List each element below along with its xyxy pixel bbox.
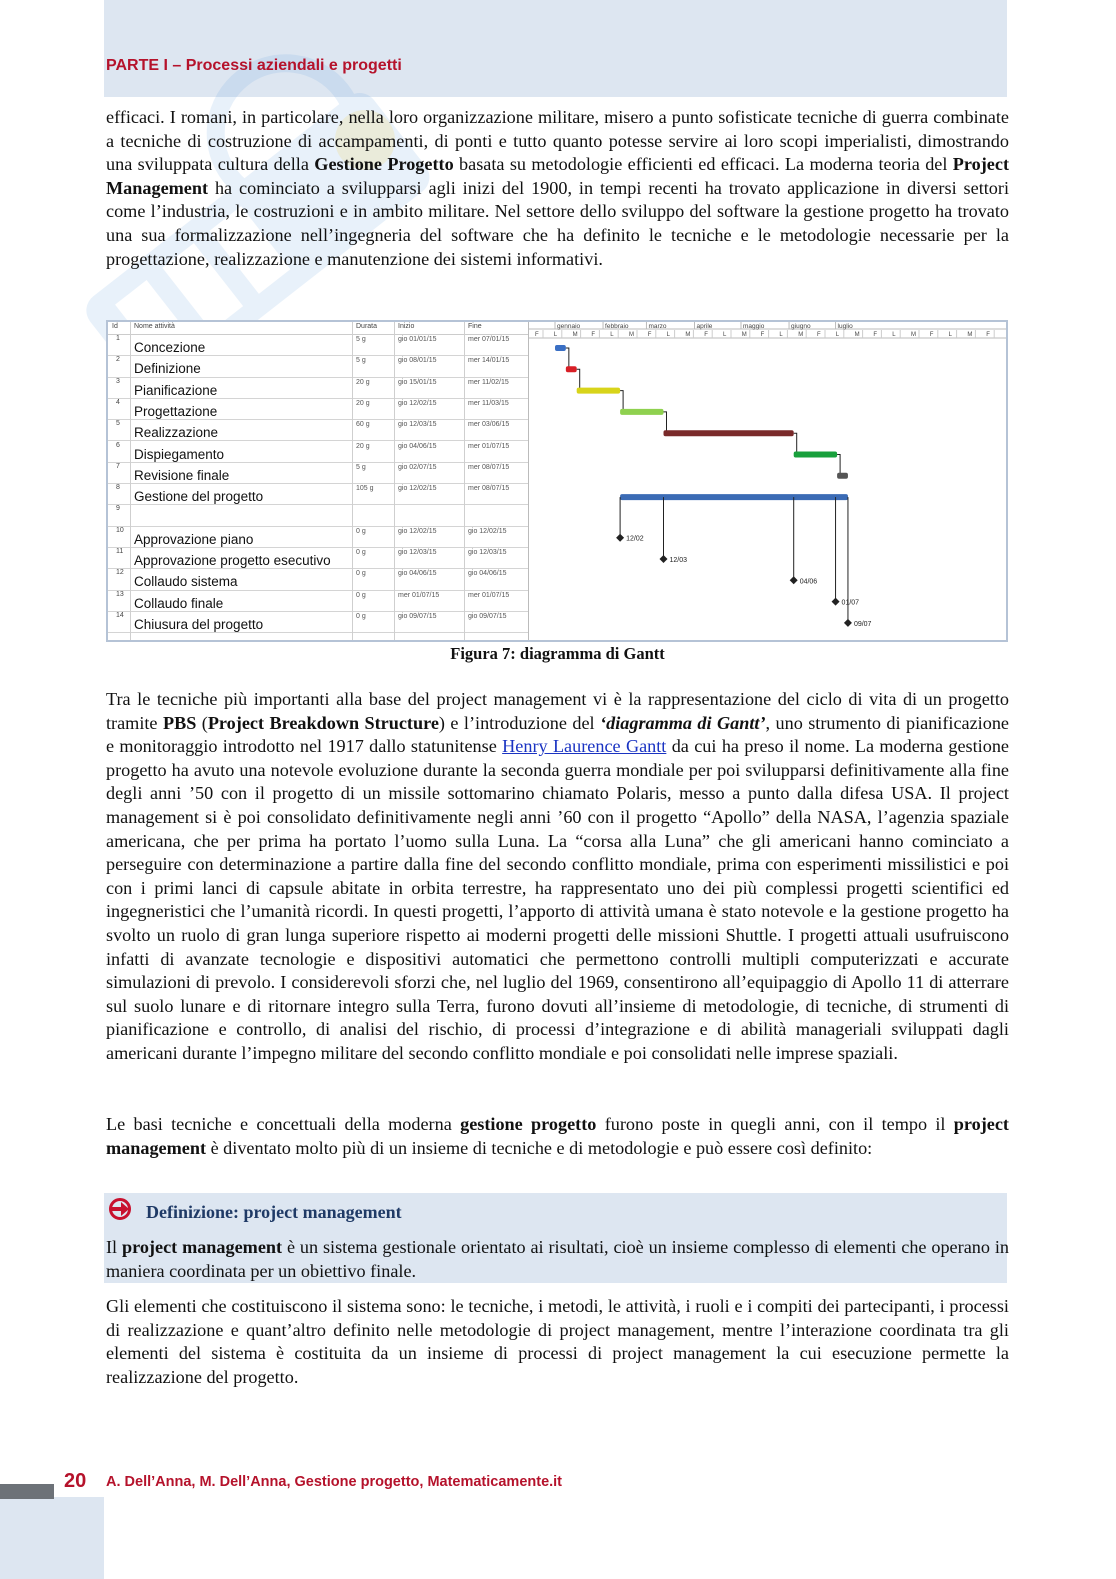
day-letter: M xyxy=(967,332,973,338)
task-start: mer 01/07/15 xyxy=(398,591,440,599)
day-letter: F xyxy=(704,332,708,338)
task-start: gio 02/07/15 xyxy=(398,463,437,471)
table-row xyxy=(108,462,528,484)
task-id: 4 xyxy=(116,398,120,406)
dependency-arrow xyxy=(620,391,623,410)
task-id: 8 xyxy=(116,484,120,492)
task-duration: 0 g xyxy=(356,549,366,556)
task-end: gio 12/02/15 xyxy=(468,527,507,535)
month-label: aprile xyxy=(696,323,713,330)
task-start: gio 08/01/15 xyxy=(398,357,437,365)
task-duration: 0 g xyxy=(356,527,366,535)
milestone-label: 01/07 xyxy=(841,599,860,607)
table-row xyxy=(108,441,528,463)
task-id: 5 xyxy=(116,420,120,428)
day-letter: F xyxy=(873,332,878,338)
gantt-figure xyxy=(106,320,1008,642)
dependency-arrow xyxy=(664,412,667,431)
table-row xyxy=(108,590,528,612)
dependency-arrow xyxy=(837,455,840,474)
task-id: 1 xyxy=(116,335,120,342)
task-name: Dispiegamento xyxy=(134,446,225,462)
task-duration: 20 g xyxy=(356,399,370,407)
day-letter: L xyxy=(892,332,896,338)
figure-caption: Figura 7: diagramma di Gantt xyxy=(450,644,665,663)
task-duration: 20 g xyxy=(356,442,370,450)
milestone-diamond xyxy=(832,598,840,606)
task-duration: 0 g xyxy=(356,612,366,620)
col-header-name: Nome attività xyxy=(134,323,175,330)
task-id: 2 xyxy=(116,356,120,364)
milestone-diamond xyxy=(616,534,624,542)
task-duration: 20 g xyxy=(356,378,370,386)
footer-text: A. Dell’Anna, M. Dell’Anna, Gestione progetto, Matematicamente.it xyxy=(106,1474,563,1490)
day-letter: F xyxy=(647,332,652,338)
definition-text: Il project management è un sistema gestionale orientato ai risultati, cioè un insieme complesso di elementi che operano in maniera coordinata per un obiettivo finale. xyxy=(106,1237,1009,1281)
gantt-bar-gestione xyxy=(620,494,848,500)
task-name: Progettazione xyxy=(134,403,218,419)
task-id: 6 xyxy=(116,441,120,449)
page-number: 20 xyxy=(64,1470,87,1492)
col-header-end: Fine xyxy=(468,323,482,330)
gantt-bar-concezione xyxy=(555,345,566,351)
task-start: gio 15/01/15 xyxy=(398,378,437,386)
table-row xyxy=(108,483,528,505)
task-id: 13 xyxy=(116,590,124,598)
task-start: gio 12/03/15 xyxy=(398,549,437,556)
day-letter: M xyxy=(572,332,578,338)
gantt-bar-revisione xyxy=(837,473,848,479)
gantt-wiki-link[interactable]: Henry Laurence Gantt xyxy=(502,736,667,757)
footer-bar xyxy=(0,1484,54,1499)
task-end: mer 14/01/15 xyxy=(468,357,510,365)
task-end: gio 12/03/15 xyxy=(468,549,507,556)
task-name: Realizzazione xyxy=(134,425,219,441)
day-letter: L xyxy=(553,332,558,338)
day-letter: F xyxy=(591,332,596,338)
task-start: gio 12/02/15 xyxy=(398,527,437,535)
task-name: Approvazione piano xyxy=(134,531,254,547)
milestone-diamond xyxy=(790,576,798,584)
task-name: Definizione xyxy=(134,361,201,377)
task-end: mer 08/07/15 xyxy=(468,485,510,493)
gantt-bar-dispiegamento xyxy=(794,452,837,458)
task-end: mer 07/01/15 xyxy=(468,336,510,343)
milestone-diamond xyxy=(844,619,852,627)
month-label: giugno xyxy=(791,323,811,330)
gantt-chart xyxy=(529,322,1007,640)
paragraph-history: Tra le tecniche più importanti alla base del project management vi è la rappresentazione del ciclo di vita di un progetto tramite PBS (Project Breakdown Structure) e l’introduzione del ‘diagramma di Gantt’, uno strumento di pianificazione e monitoraggio introdotto nel 1917 dallo statunitense Henry Laurence Gantt da cui ha preso il nome. La moderna gestione progetto ha avuto una notevole evoluzione durante la seconda guerra mondiale per poi svilupparsi definitivamente alla fine degli anni ’50 con il progetto di un missile sottomarino chiamato Polaris, messo a punto dalla difesa USA. Il project management si è poi consolidato definitivamente negli anni ’60 con il progetto “Apollo” della NASA, l’agenzia spaziale americana, che per prima ha portato l’uomo sulla Luna. La “corsa alla Luna” che gli americani hanno cominciato a perseguire con determinazione a partire dalla fine del secondo conflitto mondiale, prima con esperimenti missilistici e poi con i primi lanci di capsule abitate in orbita terrestre, ha rappresentato uno dei più complessi progetti scientifici ed ingegneristici che l’umanità ricordi. In questi progetti, l’apporto di attività umana è stato notevole e la gestione progetto ha svolto un ruolo di gran lunga superiore rispetto ai moderni progetti delle missioni Shuttle. I progetti attuali usufruiscono infatti di avanzate tecnologie e dispositivi automatici che permettono controlli multipli computerizzati e accurate simulazioni di prevolo. I considerevoli sforzi che, nel luglio del 1969, consentirono all’equipaggio di Apollo 11 di atterrare sul suolo lunare e di ritornare integro sulla Terra, furono dovuti all’insieme di metodologie, di tecniche, di strumenti di pianificazione e controllo, di analisi del rischio, di processi d’integrazione e di abilità manageriali sviluppati dagli americani durante l’impegno militare del secondo conflitto mondiale e poi consolidati nelle imprese spaziali. xyxy=(106,689,1009,1063)
milestone-label: 09/07 xyxy=(853,620,872,628)
col-divider xyxy=(130,322,131,640)
gantt-bar-definizione xyxy=(566,366,577,372)
milestone-label: 12/02 xyxy=(626,535,644,543)
task-name: Pianificazione xyxy=(134,382,218,398)
task-end: mer 11/02/15 xyxy=(468,378,509,386)
day-letter: F xyxy=(929,332,934,338)
milestone-diamond xyxy=(660,555,668,563)
day-letter: L xyxy=(835,332,840,338)
task-duration: 5 g xyxy=(356,357,366,365)
task-start: gio 09/07/15 xyxy=(398,612,437,620)
month-label: gennaio xyxy=(557,323,581,330)
header-band xyxy=(104,0,1007,97)
day-letter: L xyxy=(723,332,727,338)
arrow-circle-icon xyxy=(108,1197,132,1221)
task-duration: 105 g xyxy=(356,485,374,493)
task-name: Gestione del progetto xyxy=(134,489,264,505)
task-end: gio 09/07/15 xyxy=(468,612,507,620)
task-id: 14 xyxy=(116,611,124,619)
task-start: gio 12/02/15 xyxy=(398,485,437,493)
day-letter: M xyxy=(741,332,747,338)
task-name: Chiusura del progetto xyxy=(134,616,264,632)
task-name: Concezione xyxy=(134,340,206,355)
dependency-arrow xyxy=(577,369,580,388)
table-row xyxy=(108,568,528,590)
day-letter: F xyxy=(817,332,821,338)
day-letter: F xyxy=(535,332,539,338)
task-duration: 5 g xyxy=(356,463,366,471)
definition-title: Definizione: project management xyxy=(146,1202,402,1222)
col-header-start: Inizio xyxy=(398,323,415,330)
task-id: 9 xyxy=(116,505,120,513)
gantt-bar-pianificazione xyxy=(577,388,620,394)
task-end: mer 08/07/15 xyxy=(468,463,510,471)
task-start: gio 04/06/15 xyxy=(398,442,437,450)
task-duration: 0 g xyxy=(356,591,366,599)
paragraph-intro: efficaci. I romani, in particolare, nella loro organizzazione militare, misero a punto sofisticate tecniche di guerra combinate a tecniche di costruzione di accampamenti, di ponti e tutto quanto potesse servire ai loro scopi imperialisti, dimostrando una sviluppata cultura della Gestione Progetto basata su metodologie efficienti ed efficaci. La moderna teoria del Project Management ha cominciato a svilupparsi agli inizi del 1900, in tempi recenti ha trovato applicazione in diversi settori come l’industria, le costruzioni e in ambito militare. Nel settore dello sviluppo del software la gestione progetto ha trovato una sua formalizzazione nell’ingegneria del software che ha definito le tecniche e le metodologie necessarie per la progettazione, realizzazione e manutenzione dei sistemi informativi. xyxy=(106,107,1010,269)
task-name: Collaudo sistema xyxy=(134,574,238,590)
task-name: Approvazione progetto esecutivo xyxy=(134,553,331,568)
month-label: febbraio xyxy=(605,323,629,330)
dependency-arrow xyxy=(566,348,569,367)
task-duration: 0 g xyxy=(356,570,366,578)
task-id: 3 xyxy=(116,377,120,385)
task-end: gio 04/06/15 xyxy=(468,570,507,578)
dependency-arrow xyxy=(794,433,797,452)
gantt-timeline xyxy=(528,322,1007,640)
task-end: mer 11/03/15 xyxy=(468,399,509,407)
task-id: 10 xyxy=(116,526,124,534)
day-letter: M xyxy=(854,332,860,338)
task-start: gio 12/02/15 xyxy=(398,399,437,407)
day-letter: F xyxy=(986,332,990,338)
gantt-task-table xyxy=(108,322,528,640)
col-divider xyxy=(394,322,395,640)
table-row xyxy=(108,334,528,356)
task-end: mer 01/07/15 xyxy=(468,591,510,599)
table-row xyxy=(108,419,528,441)
day-letter: M xyxy=(798,332,804,338)
day-letter: F xyxy=(760,332,765,338)
table-row xyxy=(108,611,528,633)
table-row xyxy=(108,504,528,526)
day-letter: L xyxy=(779,332,783,338)
day-letter: M xyxy=(911,332,916,338)
table-row xyxy=(108,547,528,569)
task-start: gio 12/03/15 xyxy=(398,421,437,429)
task-name: Collaudo finale xyxy=(134,595,224,611)
table-row xyxy=(108,526,528,548)
task-end: mer 03/06/15 xyxy=(468,421,510,429)
milestone-label: 04/06 xyxy=(799,578,818,586)
col-header-duration: Durata xyxy=(356,323,378,330)
task-name: Revisione finale xyxy=(134,467,230,483)
running-head: PARTE I – Processi aziendali e progetti xyxy=(106,57,402,74)
col-header-id: Id xyxy=(112,323,118,330)
month-label: maggio xyxy=(743,323,765,330)
task-duration: 60 g xyxy=(356,421,370,429)
task-id: 11 xyxy=(116,548,124,555)
task-duration: 5 g xyxy=(356,336,366,343)
task-start: gio 04/06/15 xyxy=(398,570,437,578)
footer-band xyxy=(0,1497,104,1579)
table-row xyxy=(108,377,528,399)
day-letter: M xyxy=(629,332,634,338)
paragraph-elements: Gli elementi che costituiscono il sistema sono: le tecniche, i metodi, le attività, i ruoli e i compiti dei partecipanti, i processi di realizzazione e quant’altro definito nelle metodologie di project management, mentre l’interazione coordinata tra gli elementi del sistema è costituita da un insieme di processi di project management la cui esecuzione permette la realizzazione del progetto. xyxy=(106,1296,1009,1387)
day-letter: M xyxy=(685,332,691,338)
day-letter: L xyxy=(666,332,670,338)
table-row xyxy=(108,398,528,420)
month-label: marzo xyxy=(648,323,667,330)
task-id: 7 xyxy=(116,462,120,470)
task-id: 12 xyxy=(116,569,124,577)
day-letter: L xyxy=(948,332,952,338)
col-divider xyxy=(464,322,465,640)
paragraph-bases: Le basi tecniche e concettuali della moderna gestione progetto furono poste in quegli anni, con il tempo il project management è diventato molto più di un insieme di tecniche e di metodologie e può essere così definito: xyxy=(106,1114,1009,1158)
gantt-bar-progettazione xyxy=(620,409,663,415)
task-end: mer 01/07/15 xyxy=(468,442,510,450)
day-letter: L xyxy=(610,332,614,338)
gantt-bar-realizzazione xyxy=(664,430,794,436)
milestone-label: 12/03 xyxy=(669,557,688,564)
month-label: luglio xyxy=(837,323,853,330)
col-divider xyxy=(352,322,353,640)
table-row xyxy=(108,355,528,377)
task-start: gio 01/01/15 xyxy=(398,336,437,343)
